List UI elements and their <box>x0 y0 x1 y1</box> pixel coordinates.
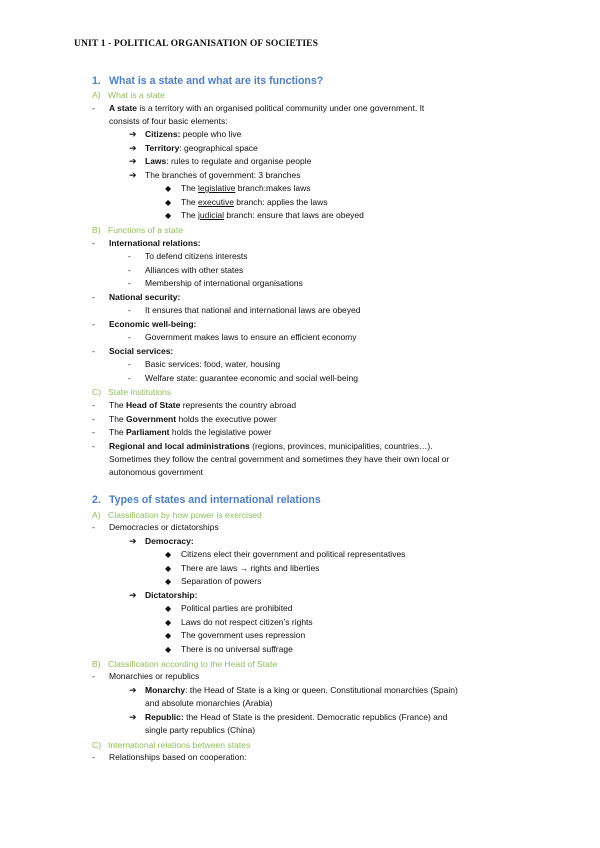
subsection-2a-number: A) <box>92 510 101 520</box>
bullet-dash: - <box>92 400 95 410</box>
bullet-dash: - <box>92 346 95 356</box>
function-intl-item: Alliances with other states <box>145 265 244 275</box>
branch-executive-text: branch: applies the laws <box>233 197 328 207</box>
function-international-label <box>109 238 201 249</box>
arrow-icon: ➔ <box>129 129 137 139</box>
element-territory-text: : geographical space <box>179 143 258 153</box>
arrow-icon: ➔ <box>129 156 137 166</box>
diamond-bullet-icon: ◆ <box>165 618 172 627</box>
function-economic-label <box>109 319 196 330</box>
democracy-label <box>145 536 194 547</box>
arrow-icon: ➔ <box>129 143 137 153</box>
function-social-term: Social services: <box>109 346 174 356</box>
diamond-bullet-icon: ◆ <box>165 184 172 193</box>
element-territory <box>145 143 258 154</box>
bullet-dash: - <box>92 427 95 437</box>
institution-term: Regional and local administrations <box>109 441 250 451</box>
bullet-dash: - <box>92 238 95 248</box>
republic-term: Republic: <box>145 712 184 722</box>
institution-pre: The <box>109 414 127 424</box>
institution-text: holds the legislative power <box>169 427 272 437</box>
arrow-icon: ➔ <box>129 712 137 722</box>
subsection-1b-number: B) <box>92 225 101 235</box>
subsection-2c-title: International relations between states <box>108 740 251 750</box>
monarchies-or-republics: Monarchies or republics <box>109 671 200 681</box>
bullet-dash: - <box>128 251 131 261</box>
republic-line2: single party republics (China) <box>145 725 256 735</box>
democracy-item: Citizens elect their government and political representatives <box>181 549 406 559</box>
bullet-dash: - <box>92 522 95 532</box>
monarchy-text: : the Head of State is a king or queen. Constitutional monarchies (Spain) <box>185 685 458 695</box>
bullet-dash: - <box>92 292 95 302</box>
state-definition-line1 <box>109 103 424 114</box>
dictatorship-item: The government uses repression <box>181 630 306 640</box>
element-laws <box>145 156 311 167</box>
section-1-title: What is a state and what are its functions? <box>109 75 324 87</box>
subsection-2a-title: Classification by how power is exercised <box>108 510 262 520</box>
democracies-or-dictatorships: Democracies or dictatorships <box>109 522 219 532</box>
branch-judicial-pre: The <box>181 210 199 220</box>
diamond-bullet-icon: ◆ <box>165 645 172 654</box>
monarchy-term: Monarchy <box>145 685 186 695</box>
diamond-bullet-icon: ◆ <box>165 604 172 613</box>
function-security-item: It ensures that national and international laws are obeyed <box>145 305 361 315</box>
branch-judicial-text: branch: ensure that laws are obeyed <box>224 210 364 220</box>
subsection-2c-number: C) <box>92 740 102 750</box>
element-laws-term: Laws <box>145 156 167 166</box>
arrow-icon: ➔ <box>129 685 137 695</box>
function-social-label <box>109 346 173 357</box>
institution-regional <box>109 441 433 452</box>
bullet-dash: - <box>92 671 95 681</box>
institution-head-of-state <box>109 400 296 411</box>
branch-legislative-term: legislative <box>198 183 236 193</box>
branch-executive-term: executive <box>198 197 234 207</box>
state-definition-line2: consists of four basic elements: <box>109 116 228 126</box>
bullet-dash: - <box>92 103 95 113</box>
bullet-dash: - <box>92 441 95 451</box>
dictatorship-item: Laws do not respect citizen’s rights <box>181 617 313 627</box>
republic-line1 <box>145 712 447 723</box>
dictatorship-item: Political parties are prohibited <box>181 603 293 613</box>
institution-parliament <box>109 427 272 438</box>
diamond-bullet-icon: ◆ <box>165 550 172 559</box>
function-economic-term: Economic well-being: <box>109 319 197 329</box>
branch-legislative <box>181 183 310 194</box>
democracy-item: Separation of powers <box>181 576 262 586</box>
branch-judicial <box>181 210 364 221</box>
bullet-dash: - <box>128 305 131 315</box>
democracy-term: Democracy: <box>145 536 194 546</box>
element-laws-text: : rules to regulate and organise people <box>166 156 312 166</box>
arrow-icon: ➔ <box>129 536 137 546</box>
section-1-number: 1. <box>92 75 101 87</box>
branch-legislative-pre: The <box>181 183 199 193</box>
arrow-icon: ➔ <box>129 590 137 600</box>
republic-text: the Head of State is the president. Democratic republics (France) and <box>183 712 448 722</box>
subsection-1a-number: A) <box>92 90 101 100</box>
institution-term: Parliament <box>126 427 170 437</box>
function-intl-item: To defend citizens interests <box>145 251 248 261</box>
bullet-dash: - <box>92 752 95 762</box>
element-branches: The branches of government: 3 branches <box>145 170 301 180</box>
subsection-1b-title: Functions of a state <box>108 225 183 235</box>
function-social-item: Welfare state: guarantee economic and social well-being <box>145 373 358 383</box>
function-international-term: International relations: <box>109 238 201 248</box>
subsection-1c-number: C) <box>92 387 102 397</box>
subsection-1a-title: What is a state <box>108 90 165 100</box>
function-intl-item: Membership of international organisations <box>145 278 303 288</box>
branch-judicial-term: judicial <box>198 210 225 220</box>
monarchy-line2: and absolute monarchies (Arabia) <box>145 698 273 708</box>
monarchy-line1 <box>145 685 458 696</box>
function-security-label <box>109 292 180 303</box>
diamond-bullet-icon: ◆ <box>165 631 172 640</box>
state-definition-text: is a territory with an organised political community under one government. It <box>139 103 425 113</box>
institution-term: Government <box>126 414 177 424</box>
diamond-bullet-icon: ◆ <box>165 577 172 586</box>
institution-text: holds the executive power <box>176 414 277 424</box>
arrow-icon: ➔ <box>129 170 137 180</box>
function-economic-item: Government makes laws to ensure an efficient economy <box>145 332 357 342</box>
institution-pre: The <box>109 400 127 410</box>
dictatorship-label <box>145 590 197 601</box>
state-term: A state <box>109 103 138 113</box>
function-security-term: National security: <box>109 292 181 302</box>
section-2-title: Types of states and international relations <box>109 494 321 506</box>
democracy-item: There are laws → rights and liberties <box>181 563 320 573</box>
bullet-dash: - <box>128 265 131 275</box>
branch-executive-pre: The <box>181 197 199 207</box>
institution-regional-cont1: Sometimes they follow the central government and sometimes they have their own local or <box>109 454 450 464</box>
institution-term: Head of State <box>126 400 181 410</box>
element-territory-term: Territory <box>145 143 180 153</box>
subsection-2b-title: Classification according to the Head of State <box>108 659 278 669</box>
bullet-dash: - <box>128 373 131 383</box>
function-social-item: Basic services: food, water, housing <box>145 359 281 369</box>
bullet-dash: - <box>92 319 95 329</box>
bullet-dash: - <box>128 278 131 288</box>
bullet-dash: - <box>128 332 131 342</box>
subsection-1c-title: State institutions <box>108 387 172 397</box>
diamond-bullet-icon: ◆ <box>165 198 172 207</box>
element-citizens-term: Citizens: <box>145 129 181 139</box>
institution-government <box>109 414 277 425</box>
element-citizens <box>145 129 241 140</box>
institution-pre: The <box>109 427 127 437</box>
cooperation-relationships: Relationships based on cooperation: <box>109 752 247 762</box>
dictatorship-item: There is no universal suffrage <box>181 644 293 654</box>
subsection-2b-number: B) <box>92 659 101 669</box>
section-2-number: 2. <box>92 494 101 506</box>
bullet-dash: - <box>92 414 95 424</box>
page-title: UNIT 1 - POLITICAL ORGANISATION OF SOCIETIES <box>74 38 319 49</box>
institution-text: (regions, provinces, municipalities, countries…). <box>249 441 433 451</box>
dictatorship-term: Dictatorship: <box>145 590 198 600</box>
bullet-dash: - <box>128 359 131 369</box>
institution-regional-cont2: autonomous government <box>109 467 204 477</box>
element-citizens-text: people who live <box>180 129 242 139</box>
branch-legislative-text: branch:makes laws <box>235 183 311 193</box>
institution-text: represents the country abroad <box>180 400 297 410</box>
branch-executive <box>181 197 328 208</box>
diamond-bullet-icon: ◆ <box>165 211 172 220</box>
diamond-bullet-icon: ◆ <box>165 564 172 573</box>
